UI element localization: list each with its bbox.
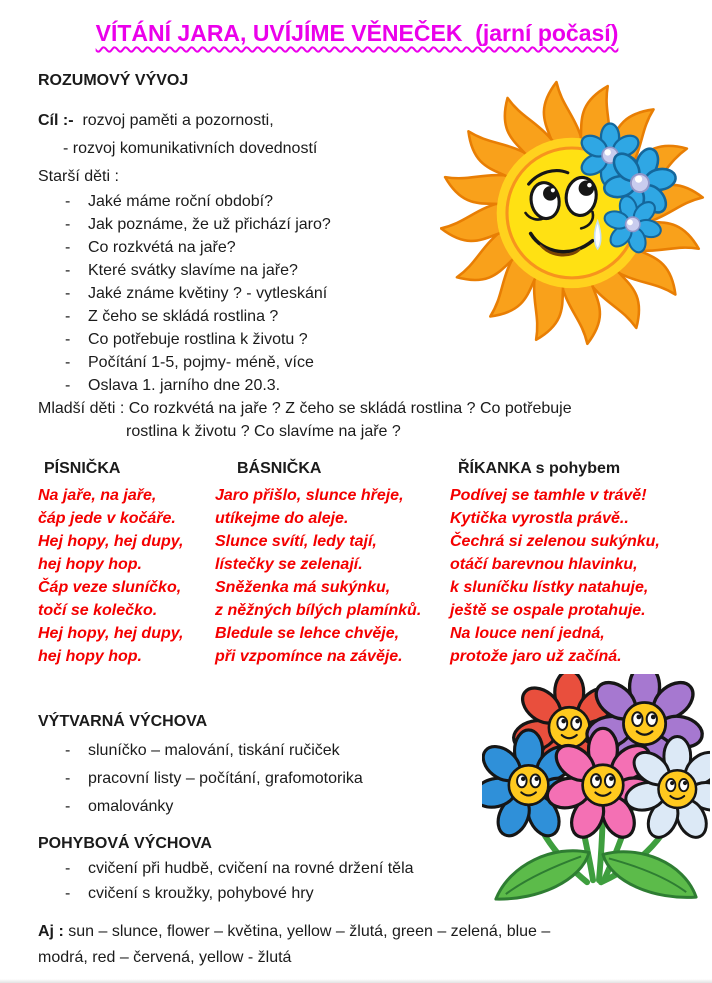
section-heading-vytvarna: VÝTVARNÁ VÝCHOVA bbox=[38, 713, 208, 730]
list-dash: - bbox=[65, 285, 71, 302]
flower-leaves bbox=[496, 851, 696, 899]
section-heading-pohybova: POHYBOVÁ VÝCHOVA bbox=[38, 835, 212, 852]
poem-column bbox=[212, 458, 448, 668]
list-dash: - bbox=[65, 239, 71, 256]
poems-columns bbox=[38, 458, 676, 668]
question-item: - Jak poznáme, že už přichází jaro? bbox=[65, 213, 676, 236]
list-dash: - bbox=[65, 770, 71, 787]
list-dash: - bbox=[65, 377, 71, 394]
section-heading-rozumovy: ROZUMOVÝ VÝVOJ bbox=[38, 72, 189, 89]
sun-illustration bbox=[440, 76, 710, 354]
question-item: - Jaké máme roční období? bbox=[65, 190, 676, 213]
younger-children-line: rostlina k životu ? Co slavíme na jaře ? bbox=[126, 423, 401, 440]
rhyme-text: Podívej se tamhle v trávě! Kytička vyrostla právě.. Čechrá si zelenou sukýnku, otáčí barevnou hlavinku, k sluníčku lístky natahuje, ještě se ospale protahuje. Na louce není jedná, protože jaro už začíná. bbox=[450, 487, 660, 665]
song-column bbox=[38, 458, 212, 668]
list-dash: - bbox=[65, 354, 71, 371]
list-dash: - bbox=[65, 742, 71, 759]
list-dash: - bbox=[65, 331, 71, 348]
english-vocab bbox=[38, 919, 676, 971]
column-heading: PÍSNIČKA bbox=[44, 460, 121, 477]
page-title: VÍTÁNÍ JARA, UVÍJÍME VĚNEČEK (jarní počasí) bbox=[95, 20, 619, 46]
older-children-label: Starší děti : bbox=[38, 168, 119, 185]
list-dash: - bbox=[65, 193, 71, 210]
flowers-illustration bbox=[482, 674, 710, 912]
activity-item: - sluníčko – malování, tiskání ručiček bbox=[65, 737, 676, 765]
activity-item: - omalovánky bbox=[65, 793, 676, 821]
column-heading: BÁSNIČKA bbox=[237, 460, 322, 477]
list-dash: - bbox=[65, 216, 71, 233]
english-label: Aj : bbox=[38, 923, 64, 940]
goal-text: rozvoj paměti a pozornosti, bbox=[82, 112, 274, 129]
song-text: Na jaře, na jaře, čáp jede v kočáře. Hej hopy, hej dupy, hej hopy hop. Čáp veze sluníčko, točí se kolečko. Hej hopy, hej dupy, hej hopy hop. bbox=[38, 487, 184, 665]
english-vocab-line: Aj : sun – slunce, flower – květina, yellow – žlutá, green – zelená, blue – bbox=[38, 923, 551, 940]
english-vocab-line: modrá, red – červená, yellow - žlutá bbox=[38, 949, 292, 966]
activity-item: - pracovní listy – počítání, grafomotorika bbox=[65, 765, 676, 793]
goal-label: Cíl :- bbox=[38, 112, 74, 129]
poem-text: Jaro přišlo, slunce hřeje, utíkejme do aleje. Slunce svítí, ledy tají, lístečky se zelenají. Sněženka má sukýnku, z něžných bílých plamínků. Bledule se lehce chvěje, při vzpomínce na závěje. bbox=[215, 487, 422, 665]
exercise-item: - cvičení s kroužky, pohybové hry bbox=[65, 881, 676, 906]
list-dash: - bbox=[65, 308, 71, 325]
sun-body bbox=[440, 81, 703, 344]
question-item: - Z čeho se skládá rostlina ? bbox=[65, 305, 676, 328]
question-item: - Které svátky slavíme na jaře? bbox=[65, 259, 676, 282]
question-item: - Oslava 1. jarního dne 20.3. bbox=[65, 374, 676, 397]
page-bottom-edge bbox=[0, 979, 712, 983]
rhyme-column bbox=[448, 458, 676, 668]
question-item: - Co rozkvétá na jaře? bbox=[65, 236, 676, 259]
question-item: - Jaké známe květiny ? - vytleskání bbox=[65, 282, 676, 305]
list-dash: - bbox=[65, 860, 71, 877]
question-item: - Počítání 1-5, pojmy- méně, více bbox=[65, 351, 676, 374]
column-heading: ŘÍKANKA s pohybem bbox=[458, 460, 621, 477]
question-item: - Co potřebuje rostlina k životu ? bbox=[65, 328, 676, 351]
goal-line-2: - rozvoj komunikativních dovedností bbox=[63, 140, 318, 157]
younger-children-line: Mladší děti : Co rozkvétá na jaře ? Z čeho se skládá rostlina ? Co potřebuje bbox=[38, 400, 572, 417]
list-dash: - bbox=[65, 798, 71, 815]
exercise-item: - cvičení při hudbě, cvičení na rovné držení těla bbox=[65, 856, 676, 881]
list-dash: - bbox=[65, 885, 71, 902]
list-dash: - bbox=[65, 262, 71, 279]
